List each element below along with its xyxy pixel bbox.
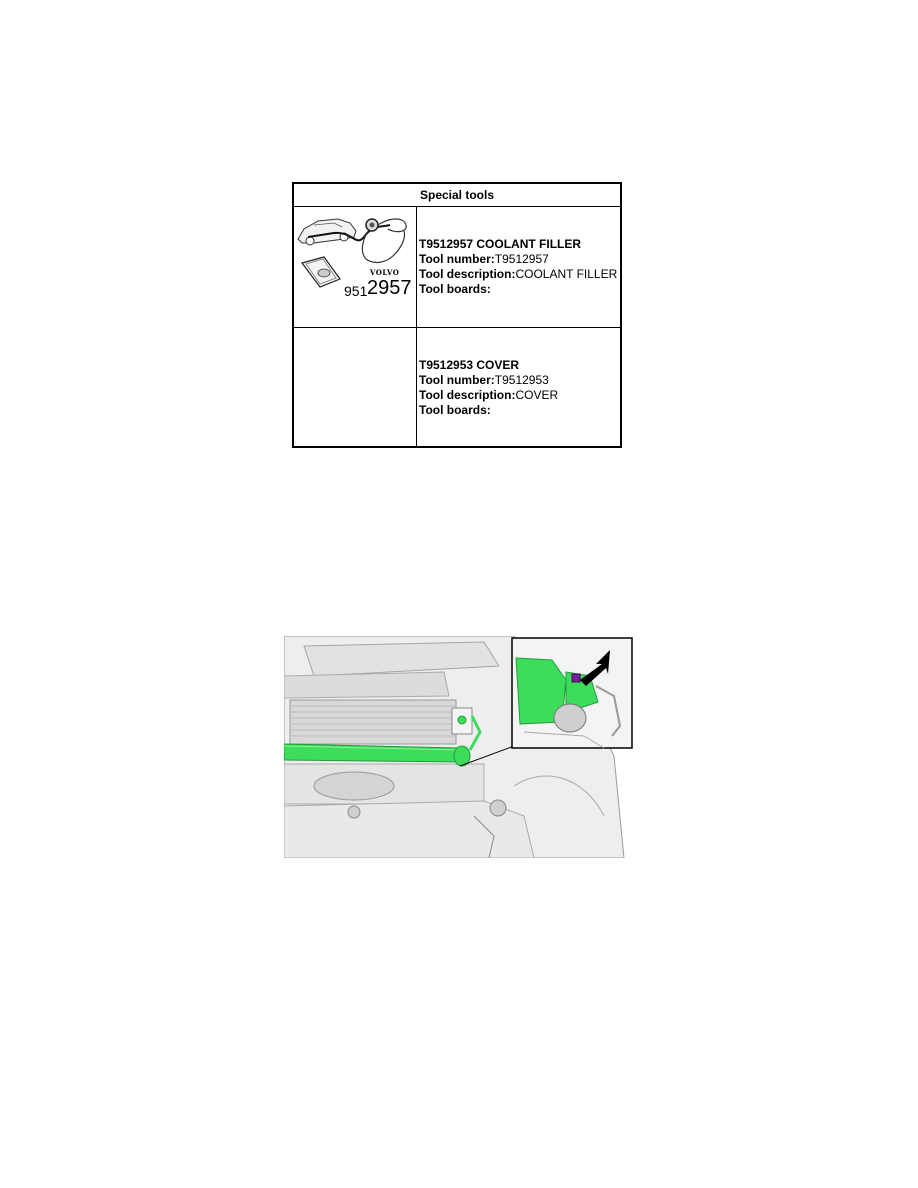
table-header: Special tools xyxy=(294,184,620,207)
tool-title: T9512957 COOLANT FILLER xyxy=(419,237,582,251)
coolant-filler-illustration xyxy=(294,207,416,327)
tool-number-label: Tool number: xyxy=(419,252,495,266)
tool-title: T9512953 COVER xyxy=(419,358,520,372)
tool-boards-line xyxy=(419,282,620,297)
tool-boards-label: Tool boards: xyxy=(419,403,491,417)
tool-number-line xyxy=(419,252,620,267)
tool-info xyxy=(417,207,620,327)
tool-number-label: Tool number: xyxy=(419,373,495,387)
tool-description-line xyxy=(419,267,620,282)
tool-row xyxy=(294,207,620,327)
tool-boards-line xyxy=(419,403,620,418)
tool-info xyxy=(417,328,620,448)
tool-description-line xyxy=(419,388,620,403)
tool-number-value: T9512957 xyxy=(494,252,549,266)
tool-brand-text: VOLVO xyxy=(370,268,400,277)
tool-description-label: Tool description: xyxy=(419,388,516,402)
detail-inset xyxy=(512,638,632,748)
tool-description-value: COVER xyxy=(515,388,559,402)
tool-description-value: COOLANT FILLER xyxy=(515,267,618,281)
tool-number-line xyxy=(419,373,620,388)
tool-part-number-prefix: 951 xyxy=(344,283,368,299)
cover-image-empty xyxy=(294,328,417,448)
coolant-filler-image xyxy=(294,207,417,327)
tool-boards-label: Tool boards: xyxy=(419,282,491,296)
radiator-drawing xyxy=(284,636,634,858)
special-tools-table xyxy=(292,182,622,448)
tool-number-value: T9512953 xyxy=(494,373,549,387)
tool-part-number-suffix: 2957 xyxy=(367,277,412,299)
tool-description-label: Tool description: xyxy=(419,267,516,281)
tool-row xyxy=(294,327,620,448)
radiator-illustration xyxy=(284,636,634,858)
